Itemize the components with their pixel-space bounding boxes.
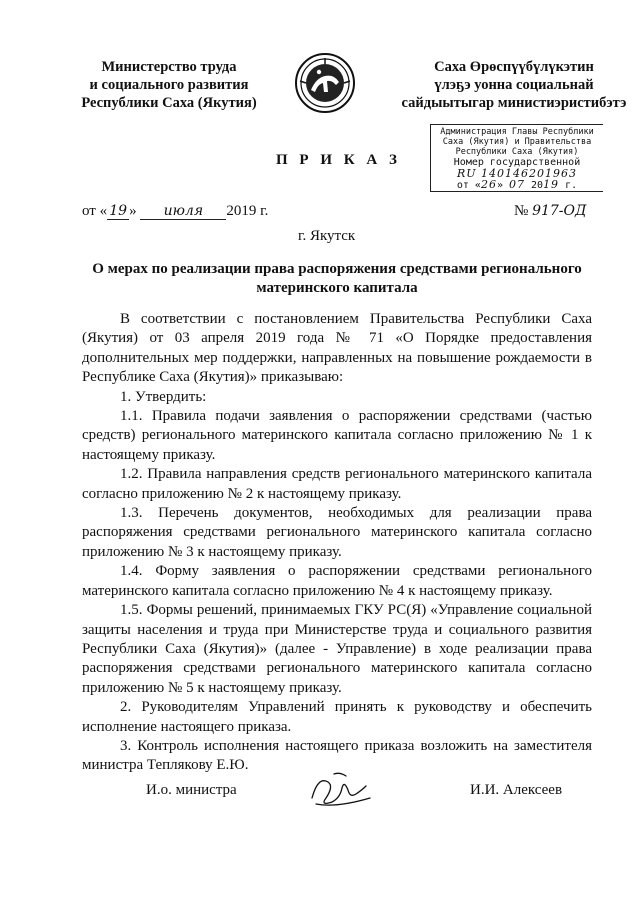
stamp-date-year: 19 xyxy=(543,178,560,191)
signatory-name: И.И. Алексеев xyxy=(470,782,563,798)
stamp-line: Администрация Главы Республики xyxy=(440,127,594,137)
stamp-date-suffix: г. xyxy=(559,180,578,191)
order-date xyxy=(82,203,268,220)
stamp-date-year-prefix: 20 xyxy=(525,180,544,191)
document-title: О мерах по реализации права распоряжения средствами регионального материнского капитала xyxy=(92,261,582,296)
issuer-name-sakha xyxy=(398,58,630,112)
body-paragraph: 1.4. Форму заявления о распоряжении средствами регионального материнского капитала согласно приложению № 4 к настоящему приказу. xyxy=(82,563,592,599)
stamp-date-mid: » xyxy=(496,180,509,191)
handwritten-signature xyxy=(306,768,376,812)
issuer-line: и социального развития xyxy=(89,77,249,93)
stamp-reg-label: Номер государственной xyxy=(453,157,581,168)
issuer-line: Республики Саха (Якутия) xyxy=(81,95,257,111)
coat-of-arms-emblem xyxy=(294,52,356,114)
signatory-position: И.о. министра xyxy=(146,782,237,798)
order-number xyxy=(514,203,586,220)
order-date-day: 19 xyxy=(107,203,129,220)
issuer-name-russian xyxy=(62,58,276,112)
order-number-value: 917-ОД xyxy=(532,203,587,219)
stamp-date-day: 26 xyxy=(480,178,497,191)
registration-stamp xyxy=(430,124,604,192)
body-paragraph: 1. Утвердить: xyxy=(120,388,207,405)
place-of-issue: г. Якутск xyxy=(298,228,356,244)
body-paragraph: 1.1. Правила подачи заявления о распоряжении средствами (частью средств) регионального материнского капитала согласно приложению № 1 к настоящему приказу. xyxy=(82,408,592,463)
stamp-date xyxy=(430,179,604,192)
stamp-reg-number: RU 140146201963 xyxy=(456,167,578,180)
document-type-heading: П Р И К А З xyxy=(276,152,401,168)
body-paragraph: 1.5. Формы решений, принимаемых ГКУ РС(Я) «Управление социальной защиты населения и труда при Министерстве труда и социального развития Республики Саха (Якутия)» (далее - Управление) в ходе реализации права распоряжения средствами регионального материнского капитала согласно приложению № 5 к настоящему приказу. xyxy=(82,602,592,696)
issuer-line: Министерство труда xyxy=(101,59,237,75)
order-number-sign: № xyxy=(514,203,529,219)
body-paragraph: В соответствии с постановлением Правительства Республики Саха (Якутия) от 03 апреля 2019 года № 71 «О Порядке предоставления дополнительных мер поддержки, направленных на повышение рождаемости в Республике Саха (Якутия)» приказываю: xyxy=(82,311,592,386)
order-date-prefix: от « xyxy=(82,203,108,219)
order-date-year: 2019 г. xyxy=(226,203,269,219)
issuer-line: Саха Өрөспүүбүлүкэтин xyxy=(434,59,594,75)
stamp-line: Республики Саха (Якутия) xyxy=(455,147,579,157)
document-body xyxy=(82,310,592,776)
issuer-line: сайдыытыгар министиэристибэтэ xyxy=(401,95,627,111)
order-date-mid: » xyxy=(129,203,137,219)
body-paragraph: 2. Руководителям Управлений принять к руководству и обеспечить исполнение настоящего приказа. xyxy=(82,699,592,735)
body-paragraph: 1.2. Правила направления средств регионального материнского капитала согласно приложению № 2 к настоящему приказу. xyxy=(82,466,592,502)
stamp-date-prefix: от « xyxy=(456,180,481,191)
stamp-date-month: 07 xyxy=(509,178,525,191)
order-date-month: июля xyxy=(140,203,226,220)
body-paragraph: 1.3. Перечень документов, необходимых для реализации права распоряжения средствами регионального материнского капитала согласно приложению № 3 к настоящему приказу. xyxy=(82,505,592,560)
issuer-line: үлэҕэ уонна социальнай xyxy=(434,77,594,93)
stamp-line: Саха (Якутия) и Правительства xyxy=(442,137,592,147)
body-paragraph: 3. Контроль исполнения настоящего приказа возложить на заместителя министра Теплякову Е.Ю. xyxy=(82,737,592,774)
